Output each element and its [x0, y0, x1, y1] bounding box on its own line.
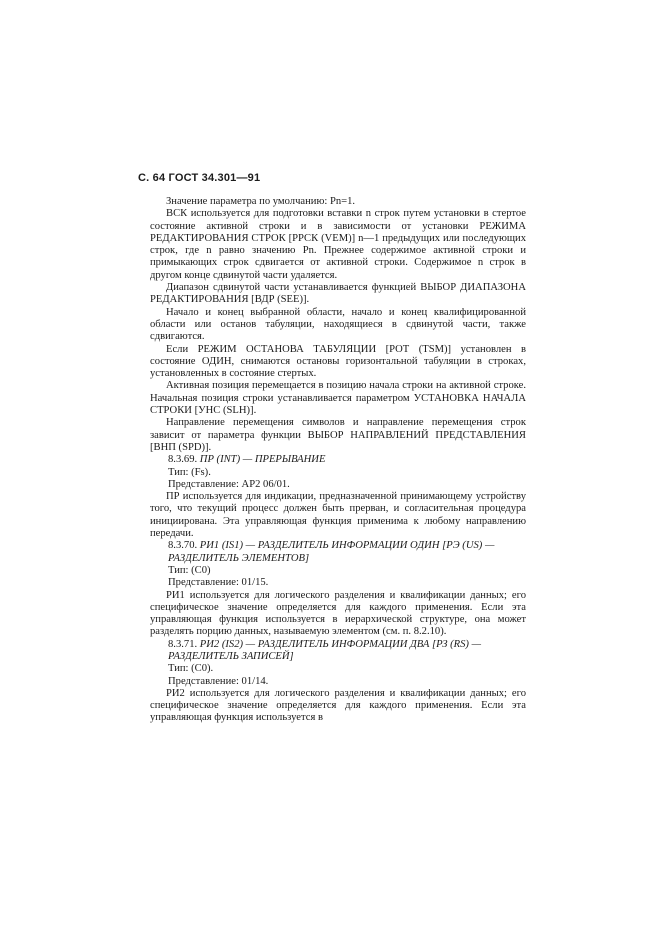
paragraph: Если РЕЖИМ ОСТАНОВА ТАБУЛЯЦИИ [РОТ (TSM)] установлен в состояние ОДИН, снимаются остановы горизонтальной табуляции в строках, установленных в состояние стертых. — [150, 343, 526, 380]
page-header: С. 64 ГОСТ 34.301—91 — [138, 172, 261, 184]
paragraph: Начало и конец выбранной области, начало и конец квалифицированной области или останов табуляции, находящиеся в сдвинутой части, также сдвигаются. — [150, 306, 526, 343]
paragraph: ВСК используется для подготовки вставки n строк путем установки в стертое состояние активной строки и в зависимости от установки РЕЖИМА РЕДАКТИРОВАНИЯ СТРОК [РРСК (VEM)] n—1 предыдущих или последующих строк, где n равно значению Pn. Прежнее содержимое активной строки и примыкающих строк сдвигается от активной строки. Содержимое n строк в другом конце сдвинутой части удаляется. — [150, 208, 526, 281]
section-heading — [150, 454, 526, 466]
section-title: ПР (INT) — ПРЕРЫВАНИЕ — [197, 454, 326, 466]
section-number: 8.3.71. — [168, 638, 198, 650]
field-line: Представление: 01/14. — [168, 675, 269, 687]
field-line: Представление: 01/15. — [168, 577, 269, 589]
field-line: Представление: АР2 06/01. — [168, 478, 290, 490]
section-title: РИ1 (IS1) — РАЗДЕЛИТЕЛЬ ИНФОРМАЦИИ ОДИН [РЭ (US) — РАЗДЕЛИТЕЛЬ ЭЛЕМЕНТОВ] — [168, 540, 495, 564]
paragraph: Активная позиция перемещается в позицию начала строки на активной строке. Начальная позиция строки устанавливается параметром УСТАНОВКА НАЧАЛА СТРОКИ [УНС (SLH)]. — [150, 380, 526, 417]
section-heading — [150, 540, 526, 565]
section-number: 8.3.69. — [168, 454, 198, 466]
paragraph: РИ1 используется для логического разделения и квалификации данных; его специфическое значение определяется для каждого применения. Если эта управляющая функция используется в иерархической структуре, она может разделять порцию данных, называемую элементом (см. п. 8.2.10). — [150, 589, 526, 638]
paragraph: РИ2 используется для логического разделения и квалификации данных; его специфическое значение определяется для каждого применения. Если эта управляющая функция используется в — [150, 687, 526, 724]
field-line: Тип: (С0) — [168, 564, 211, 576]
paragraph: Значение параметра по умолчанию: Pn=1. — [166, 196, 356, 207]
paragraph: ПР используется для индикации, предназначенной принимающему устройству того, что текущий процесс должен быть прерван, и согласительная процедура инициирована. Эта управляющая функция применима к любому направлению передачи. — [150, 491, 526, 540]
field-line: Тип: (Fs). — [168, 466, 211, 478]
section-title: РИ2 (IS2) — РАЗДЕЛИТЕЛЬ ИНФОРМАЦИИ ДВА [РЗ (RS) — РАЗДЕЛИТЕЛЬ ЗАПИСЕЙ] — [168, 638, 481, 662]
field-line: Тип: (С0). — [168, 663, 214, 675]
paragraph: Диапазон сдвинутой части устанавливается функцией ВЫБОР ДИАПАЗОНА РЕДАКТИРОВАНИЯ [ВДР (SEE)]. — [150, 282, 526, 306]
section-heading — [150, 639, 526, 664]
document-body — [150, 196, 526, 725]
paragraph: Направление перемещения символов и направление перемещения строк зависит от параметра функции ВЫБОР НАПРАВЛЕНИЙ ПРЕДСТАВЛЕНИЯ [ВНП (SPD)]. — [150, 417, 526, 453]
section-number: 8.3.70. — [168, 540, 198, 552]
